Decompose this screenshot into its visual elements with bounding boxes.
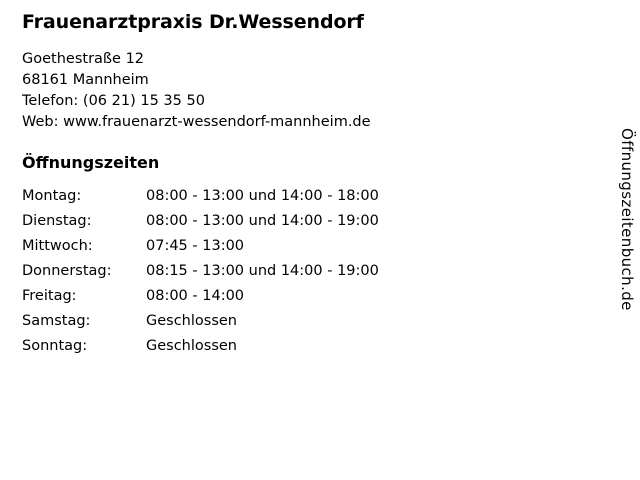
phone-line: Telefon: (06 21) 15 35 50 <box>22 92 205 109</box>
table-row <box>22 313 379 338</box>
day-label: Samstag: <box>22 312 91 329</box>
day-label: Freitag: <box>22 287 77 304</box>
address-block <box>22 49 582 133</box>
practice-info-block <box>22 10 582 363</box>
table-row <box>22 238 379 263</box>
source-watermark: Öffnungszeitenbuch.de <box>618 128 636 311</box>
opening-hours-heading: Öffnungszeiten <box>22 152 160 172</box>
address-city: 68161 Mannheim <box>22 71 149 88</box>
time-value: Geschlossen <box>146 337 237 354</box>
day-label: Donnerstag: <box>22 262 112 279</box>
time-value: 08:00 - 13:00 und 14:00 - 19:00 <box>146 212 379 229</box>
opening-hours-table <box>22 188 379 363</box>
time-value: 08:15 - 13:00 und 14:00 - 19:00 <box>146 262 379 279</box>
time-value: 08:00 - 14:00 <box>146 287 245 304</box>
day-label: Montag: <box>22 187 82 204</box>
website-line: Web: www.frauenarzt-wessendorf-mannheim.de <box>22 113 371 130</box>
table-row <box>22 263 379 288</box>
day-label: Sonntag: <box>22 337 88 354</box>
time-value: Geschlossen <box>146 312 237 329</box>
table-row <box>22 288 379 313</box>
address-street: Goethestraße 12 <box>22 50 145 67</box>
opening-hours-body <box>22 188 379 363</box>
table-row <box>22 188 379 213</box>
time-value: 08:00 - 13:00 und 14:00 - 18:00 <box>146 187 379 204</box>
day-label: Mittwoch: <box>22 237 93 254</box>
table-row <box>22 338 379 363</box>
table-row <box>22 213 379 238</box>
day-label: Dienstag: <box>22 212 92 229</box>
time-value: 07:45 - 13:00 <box>146 237 245 254</box>
page-title: Frauenarztpraxis Dr.Wessendorf <box>22 11 364 33</box>
